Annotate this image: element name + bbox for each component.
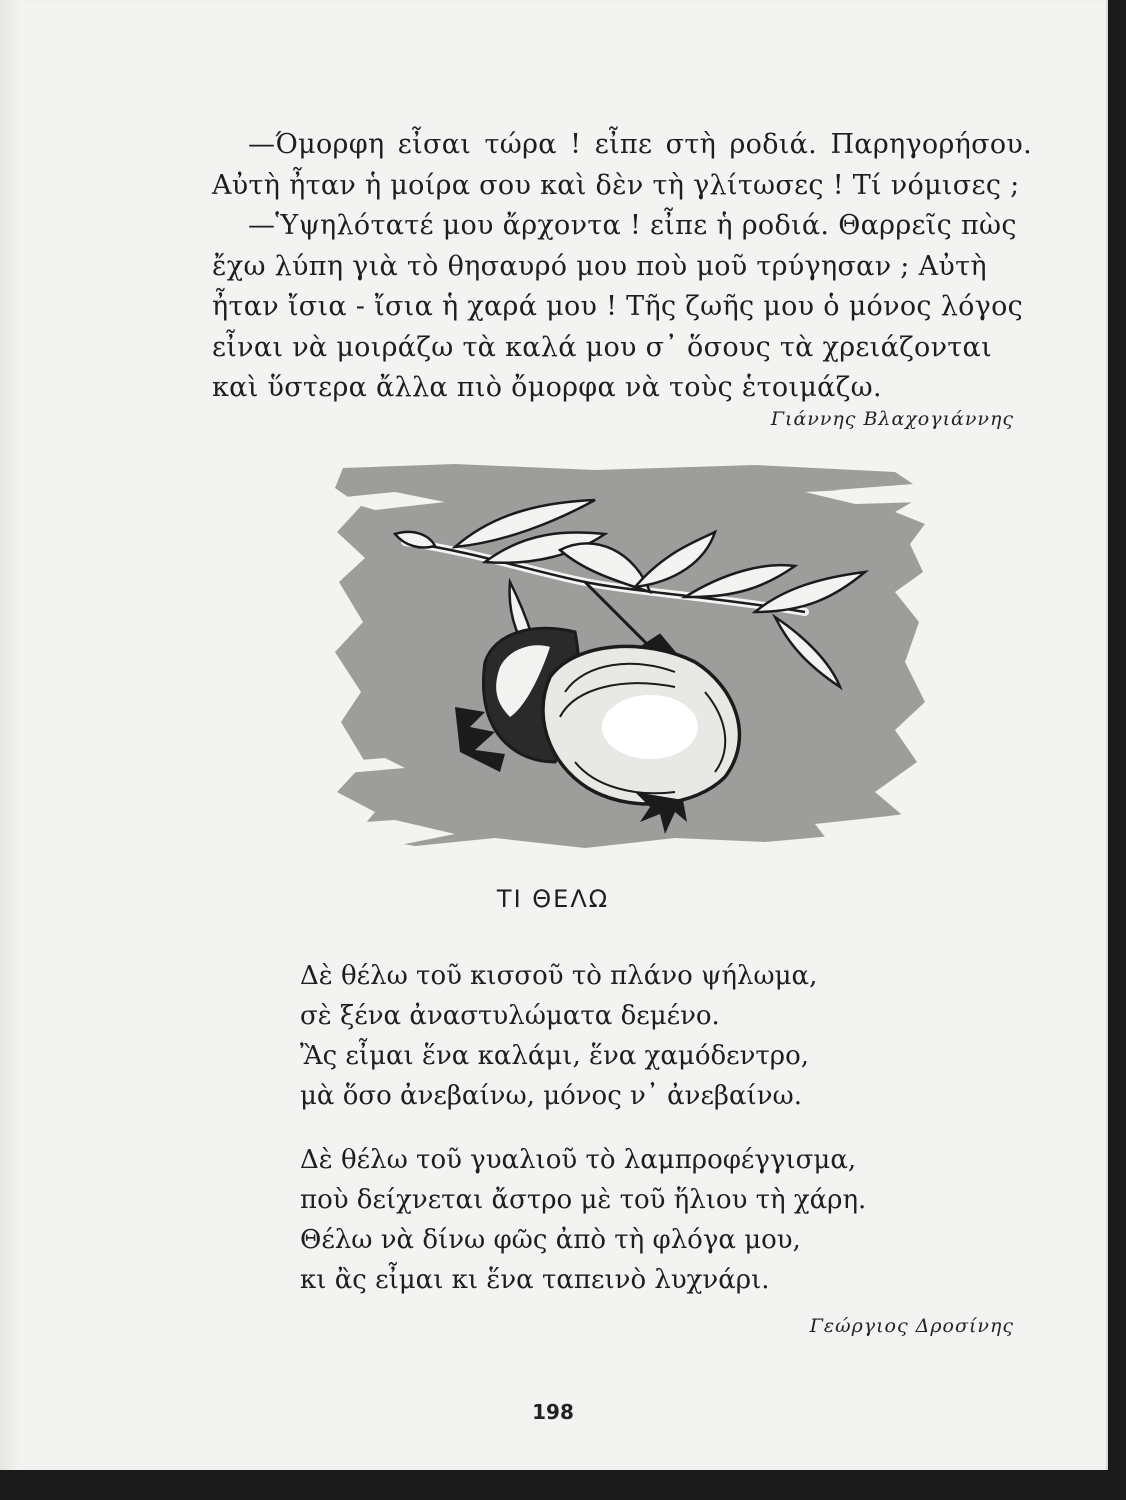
poem-line: ποὺ δείχνεται ἄστρο μὲ τοῦ ἥλιου τὴ χάρη. xyxy=(300,1185,867,1215)
poem-stanza-1 xyxy=(300,956,1000,1116)
poem-line: Δὲ θέλω τοῦ κισσοῦ τὸ πλάνο ψήλωμα, xyxy=(300,961,818,991)
page-gutter-shadow xyxy=(0,0,22,1470)
poem-line: Δὲ θέλω τοῦ γυαλιοῦ τὸ λαμπροφέγγισμα, xyxy=(300,1145,857,1175)
poem-line: σὲ ξένα ἀναστυλώματα δεμένο. xyxy=(300,1001,720,1031)
poem-line: κι ἂς εἶμαι κι ἕνα ταπεινὸ λυχνάρι. xyxy=(300,1265,770,1295)
prose-paragraph-1: —Όμορφη εἶσαι τώρα ! εἶπε στὴ ροδιά. Παρηγορήσου. Αὐτὴ ἦταν ἡ μοίρα σου καὶ δὲν τὴ γλίτωσες ! Τί νόμισες ; xyxy=(212,129,1032,201)
poem-line: Θέλω νὰ δίνω φῶς ἀπὸ τὴ φλόγα μου, xyxy=(300,1225,801,1255)
prose-paragraph-2: —Ὑψηλότατέ μου ἄρχοντα ! εἶπε ἡ ροδιά. Θαρρεῖς πὼς ἔχω λύπη γιὰ τὸ θησαυρό μου ποὺ μοῦ τρύγησαν ; Αὐτὴ ἦταν ἴσια - ἴσια ἡ χαρά μου ! Τῆς ζωῆς μου ὁ μόνος λόγος εἶναι νὰ μοιράζω τὰ καλά μου σ᾽ ὅσους τὰ χρειάζονται καὶ ὕστερα ἄλλα πιὸ ὄμορφα νὰ τοὺς ἑτοιμάζω. xyxy=(212,210,1024,403)
pomegranate-branch-icon xyxy=(335,462,925,850)
prose-excerpt xyxy=(212,125,1032,409)
poem-title: ΤΙ ΘΕΛΩ xyxy=(496,885,610,913)
page-number: 198 xyxy=(532,1400,574,1424)
poem-line: Ἂς εἶμαι ἕνα καλάμι, ἕνα χαμόδεντρο, xyxy=(300,1041,809,1071)
prose-author: Γιάννης Βλαχογιάννης xyxy=(770,408,1014,430)
poem-line: μὰ ὅσο ἀνεβαίνω, μόνος ν᾽ ἀνεβαίνω. xyxy=(300,1081,802,1111)
poem-stanza-2 xyxy=(300,1140,1000,1300)
poem-author: Γεώργιος Δροσίνης xyxy=(809,1315,1014,1337)
